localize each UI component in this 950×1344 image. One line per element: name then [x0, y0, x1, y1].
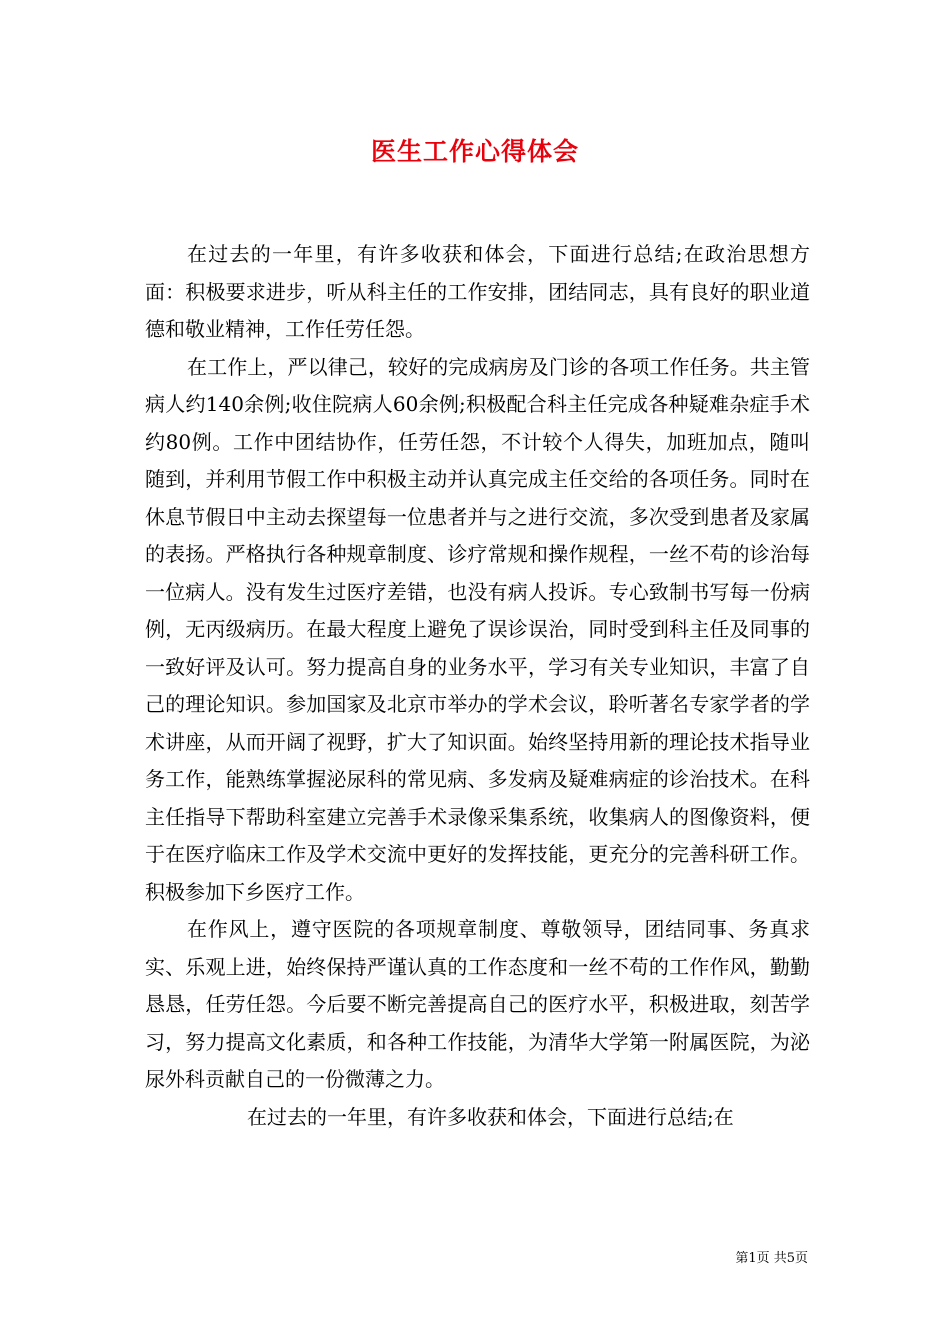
- paragraph-2: 在工作上，严以律己，较好的完成病房及门诊的各项工作任务。共主管病人约140余例;收住院病人60余例;积极配合科主任完成各种疑难杂症手术约80例。工作中团结协作，任劳任怨，不计较个人得失，加班加点，随叫随到，并利用节假工作中积极主动并认真完成主任交给的各项任务。同时在休息节假日中主动去探望每一位患者并与之进行交流，多次受到患者及家属的表扬。严格执行各种规章制度、诊疗常规和操作规程，一丝不苟的诊治每一位病人。没有发生过医疗差错，也没有病人投诉。专心致制书写每一份病例，无丙级病历。在最大程度上避免了误诊误治，同时受到科主任及同事的一致好评及认可。努力提高自身的业务水平，学习有关专业知识，丰富了自己的理论知识。参加国家及北京市举办的学术会议，聆听著名专家学者的学术讲座，从而开阔了视野，扩大了知识面。始终坚持用新的理论技术指导业务工作，能熟练掌握泌尿科的常见病、多发病及疑难病症的诊治技术。在科主任指导下帮助科室建立完善手术录像采集系统，收集病人的图像资料，便于在医疗临床工作及学术交流中更好的发挥技能，更充分的完善科研工作。积极参加下乡医疗工作。: [145, 354, 810, 904]
- paragraph-4: 在过去的一年里，有许多收获和体会，下面进行总结;在: [247, 1104, 734, 1129]
- page-number-footer: 第1页 共5页: [735, 1251, 808, 1266]
- document-title: 医生工作心得体会: [370, 137, 579, 166]
- document-body: [145, 236, 810, 1136]
- paragraph-1: 在过去的一年里，有许多收获和体会，下面进行总结;在政治思想方面：积极要求进步，听从科主任的工作安排，团结同志，具有良好的职业道德和敬业精神，工作任劳任怨。: [145, 242, 810, 341]
- paragraph-3: 在作风上，遵守医院的各项规章制度、尊敬领导，团结同事、务真求实、乐观上进，始终保持严谨认真的工作态度和一丝不苟的工作作风，勤勤恳恳，任劳任怨。今后要不断完善提高自己的医疗水平，积极进取，刻苦学习，努力提高文化素质，和各种工作技能，为清华大学第一附属医院，为泌尿外科贡献自己的一份微薄之力。: [145, 917, 810, 1091]
